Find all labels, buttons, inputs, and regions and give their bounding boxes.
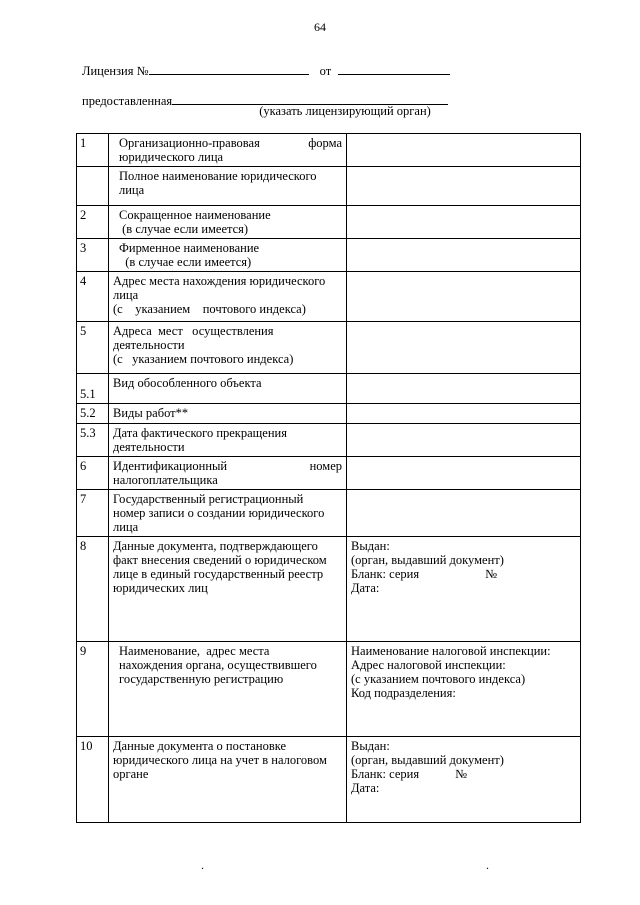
- row-value[interactable]: [347, 206, 581, 239]
- label-line: номер записи о создании юридического: [113, 506, 325, 520]
- row-label: [109, 642, 347, 737]
- label-line: Полное наименование юридического: [119, 169, 317, 183]
- table-row: [77, 374, 581, 404]
- row-number: 5.2: [77, 404, 109, 424]
- row-value[interactable]: [347, 167, 581, 206]
- label-part: номер: [309, 459, 342, 473]
- row-label: [109, 424, 347, 457]
- row-label: [109, 206, 347, 239]
- label-line: государственную регистрацию: [119, 672, 284, 686]
- row-number: 4: [77, 272, 109, 322]
- provided-label: предоставленная: [82, 94, 173, 108]
- table-row: [77, 537, 581, 642]
- label-line: (с указанием почтового индекса): [113, 302, 306, 316]
- label-part: Идентификационный: [113, 459, 228, 473]
- value-line: (с указанием почтового индекса): [351, 672, 526, 686]
- value-line: Дата:: [351, 781, 380, 795]
- value-line: Выдан:: [351, 539, 390, 553]
- label-line: деятельности: [113, 338, 185, 352]
- label-part: Организационно-правовая: [119, 136, 260, 150]
- label-line: нахождения органа, осуществившего: [119, 658, 317, 672]
- label-line: юридических лиц: [113, 581, 208, 595]
- table-row: [77, 322, 581, 374]
- row-value[interactable]: [347, 737, 581, 823]
- license-date-field[interactable]: [338, 62, 450, 75]
- row-number: 10: [77, 737, 109, 823]
- label-line: Фирменное наименование: [119, 241, 260, 255]
- label-line: Адреса мест осуществления: [113, 324, 274, 338]
- label-line: лица: [113, 520, 139, 534]
- row-label: [109, 737, 347, 823]
- row-label: [109, 167, 347, 206]
- table-row: [77, 642, 581, 737]
- value-line: (орган, выдавший документ): [351, 753, 504, 767]
- license-label: Лицензия №: [82, 64, 149, 78]
- label-line: факт внесения сведений о юридическом: [113, 553, 327, 567]
- table-row: [77, 167, 581, 206]
- number-sign: №: [455, 767, 468, 781]
- table-row: [77, 457, 581, 490]
- value-line: Бланк: серия №: [351, 767, 468, 781]
- label-line: Вид обособленного объекта: [113, 376, 262, 390]
- value-line: Код подразделения:: [351, 686, 456, 700]
- row-label: [109, 272, 347, 322]
- page-number: 64: [314, 20, 326, 34]
- row-label: [109, 490, 347, 537]
- label-line: Данные документа о постановке: [113, 739, 287, 753]
- label-line: (в случае если имеется): [119, 255, 252, 269]
- footer-mark: .: [201, 858, 204, 872]
- label-line: Дата фактического прекращения: [113, 426, 287, 440]
- value-line: Дата:: [351, 581, 380, 595]
- value-line: Выдан:: [351, 739, 390, 753]
- row-number: [77, 167, 109, 206]
- row-value[interactable]: [347, 537, 581, 642]
- row-value[interactable]: [347, 239, 581, 272]
- row-value[interactable]: [347, 272, 581, 322]
- row-number: 6: [77, 457, 109, 490]
- value-line: Адрес налоговой инспекции:: [351, 658, 506, 672]
- row-label: [109, 322, 347, 374]
- label-line: Адрес места нахождения юридического: [113, 274, 326, 288]
- row-label: [109, 404, 347, 424]
- label-line: лица: [113, 288, 139, 302]
- provided-hint: (указать лицензирующий орган): [259, 104, 431, 118]
- row-value[interactable]: [347, 322, 581, 374]
- label-line: органе: [113, 767, 149, 781]
- label-line: Данные документа, подтверждающего: [113, 539, 318, 553]
- label-part: юридического лица: [119, 150, 224, 164]
- row-value[interactable]: [347, 424, 581, 457]
- license-form-table: [76, 133, 581, 823]
- row-number: 5: [77, 322, 109, 374]
- label-line: Виды работ**: [113, 406, 189, 420]
- value-line: (орган, выдавший документ): [351, 553, 504, 567]
- table-row: [77, 272, 581, 322]
- value-line: Наименование налоговой инспекции:: [351, 644, 551, 658]
- label-line: Государственный регистрационный: [113, 492, 304, 506]
- label-line: (с указанием почтового индекса): [113, 352, 294, 366]
- row-number: 5.3: [77, 424, 109, 457]
- license-number-field[interactable]: [149, 62, 309, 75]
- row-value[interactable]: [347, 404, 581, 424]
- label-line: лице в единый государственный реестр: [113, 567, 324, 581]
- table-row: [77, 404, 581, 424]
- table-row: [77, 424, 581, 457]
- label-part: форма: [308, 136, 342, 150]
- row-number: 5.1: [77, 374, 109, 404]
- row-value[interactable]: [347, 134, 581, 167]
- table-row: [77, 490, 581, 537]
- row-value[interactable]: [347, 642, 581, 737]
- table-row: [77, 239, 581, 272]
- footer-mark: .: [486, 858, 489, 872]
- row-number: 9: [77, 642, 109, 737]
- row-value[interactable]: [347, 457, 581, 490]
- row-label: [109, 134, 347, 167]
- row-number: 1: [77, 134, 109, 167]
- label-line: лица: [119, 183, 145, 197]
- table-row: [77, 134, 581, 167]
- label-line: Сокращенное наименование: [119, 208, 271, 222]
- row-number: 2: [77, 206, 109, 239]
- row-label: [109, 239, 347, 272]
- row-label: [109, 537, 347, 642]
- value-line: Бланк: серия №: [351, 567, 498, 581]
- number-sign: №: [485, 567, 498, 581]
- from-label: от: [319, 64, 332, 78]
- row-number: 8: [77, 537, 109, 642]
- label-line: (в случае если имеется): [119, 222, 249, 236]
- row-label: [109, 374, 347, 404]
- label-line: Наименование, адрес места: [119, 644, 270, 658]
- row-number: 3: [77, 239, 109, 272]
- row-number: 7: [77, 490, 109, 537]
- license-line: [82, 62, 450, 79]
- row-value[interactable]: [347, 374, 581, 404]
- table-row: [77, 206, 581, 239]
- row-value[interactable]: [347, 490, 581, 537]
- label-part: налогоплательщика: [113, 473, 218, 487]
- label-line: деятельности: [113, 440, 185, 454]
- table-row: [77, 737, 581, 823]
- row-label: [109, 457, 347, 490]
- label-line: юридического лица на учет в налоговом: [113, 753, 327, 767]
